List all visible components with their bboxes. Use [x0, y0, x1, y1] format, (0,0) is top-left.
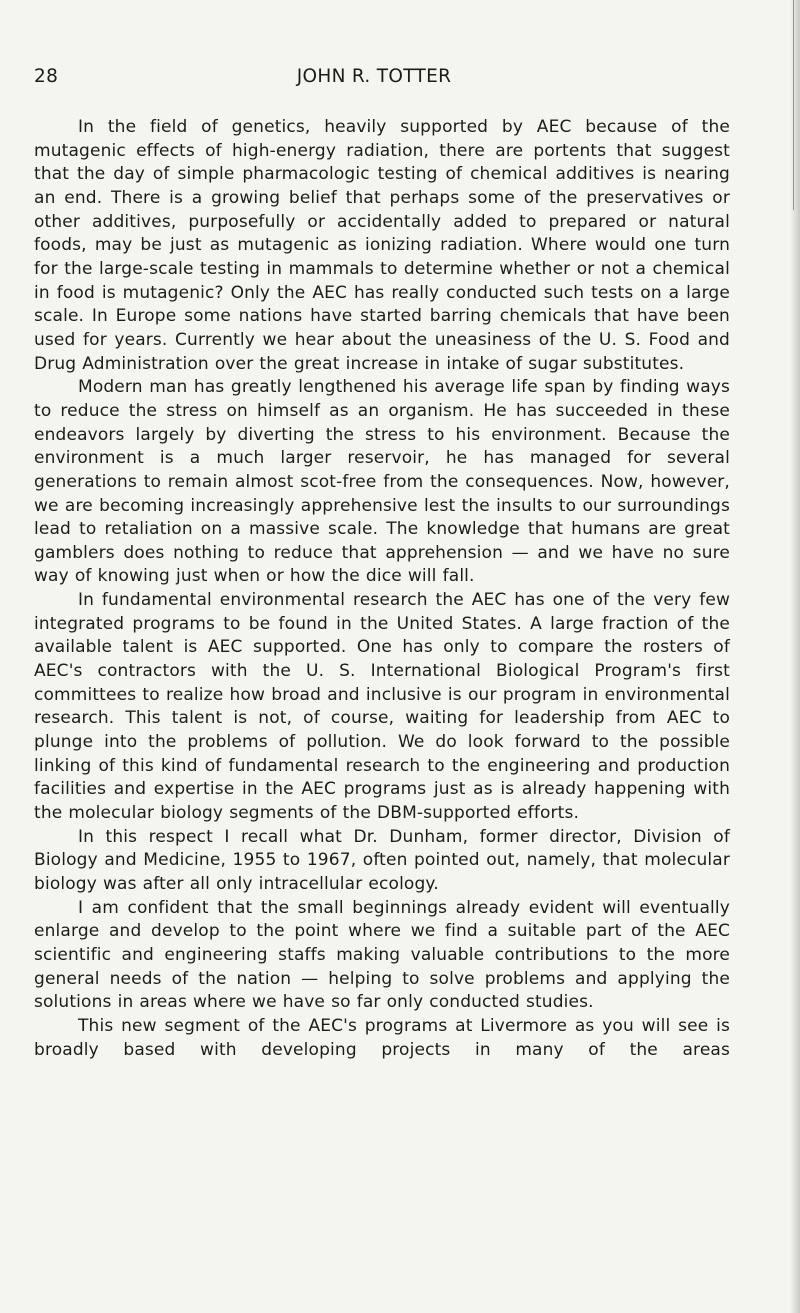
paragraph-dunham: In this respect I recall what Dr. Dunham, former director, Division of Biology and Medicine, 1955 to 1967, often pointed out, namely, that molecular biology was after all only intracellular ecology.	[34, 826, 730, 894]
running-head: JOHN R. TOTTER	[296, 66, 452, 87]
paragraph-modern-man: Modern man has greatly lengthened his average life span by finding ways to reduce the stress on himself as an organism. He has succeeded in these endeavors largely by diverting the stress to his environment. Because the environment is a much larger reservoir, he has managed for several generations to remain almost scot-free from the consequences. Now, however, we are becoming increasingly apprehensive lest the insults to our surroundings lead to retaliation on a massive scale. The knowledge that humans are great gamblers does nothing to reduce that apprehension — and we have no sure way of knowing just when or how the dice will fall.	[34, 377, 730, 587]
body-text	[34, 116, 730, 1062]
paragraph-environmental-research: In fundamental environmental research the AEC has one of the very few integrated programs to be found in the United States. A large fraction of the available talent is AEC supported. One has only to compare the rosters of AEC's contractors with the U. S. International Biological Program's first committees to realize how broad and inclusive is our program in environmental research. This talent is not, of course, waiting for leadership from AEC to plunge into the problems of pollution. We do look forward to the possible linking of this kind of fundamental research to the engineering and production facilities and expertise in the AEC programs just as is already happening with the molecular biology segments of the DBM-supported efforts.	[34, 590, 730, 824]
page-header	[34, 66, 734, 92]
page-edge-shadow	[790, 0, 800, 1313]
paragraph-confident: I am confident that the small beginnings already evident will eventually enlarge and develop to the point where we find a suitable part of the AEC scientific and engineering staffs making valuable contributions to the more general needs of the nation — helping to solve problems and applying the solutions in areas where we have so far only conducted studies.	[34, 897, 730, 1013]
page-number: 28	[34, 66, 59, 87]
paragraph-genetics: In the field of genetics, heavily supported by AEC because of the mutagenic effects of high-energy radiation, there are portents that suggest that the day of simple pharmacologic testing of chemical additives is nearing an end. There is a growing belief that perhaps some of the preservatives or other additives, purposefully or accidentally added to prepared or natural foods, may be just as mutagenic as ionizing radiation. Where would one turn for the large-scale testing in mammals to determine whether or not a chemical in food is mutagenic? Only the AEC has really conducted such tests on a large scale. In Europe some nations have started barring chemicals that have been used for years. Currently we hear about the uneasiness of the U. S. Food and Drug Administration over the great increase in intake of sugar substitutes.	[34, 117, 730, 374]
paragraph-livermore: This new segment of the AEC's programs at Livermore as you will see is broadly based with developing projects in many of the areas	[34, 1015, 730, 1060]
page-edge-line	[793, 0, 794, 210]
